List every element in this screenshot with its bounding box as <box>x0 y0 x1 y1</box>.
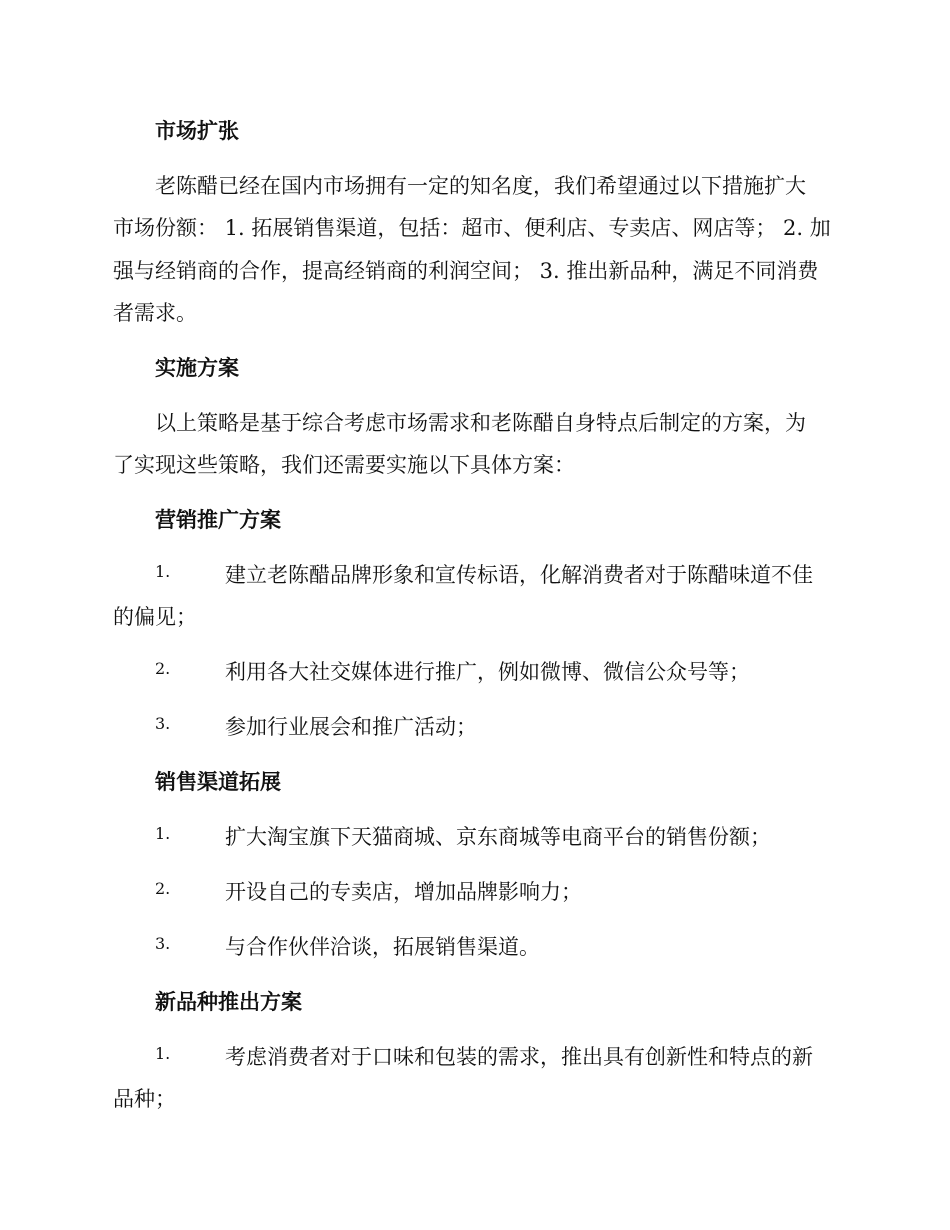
paragraph-line: 老陈醋已经在国内市场拥有一定的知名度，我们希望通过以下措施扩大 <box>155 174 806 198</box>
heading-new-product: 新品种推出方案 <box>155 990 302 1014</box>
list-item-text: 品种； <box>113 1087 176 1111</box>
heading-implementation: 实施方案 <box>155 356 239 380</box>
list-item-text: 与合作伙伴洽谈，拓展销售渠道。 <box>225 935 540 959</box>
list-item-number: 1. <box>155 562 171 581</box>
list-item-number: 3. <box>155 714 171 733</box>
paragraph-line: 者需求。 <box>113 301 197 325</box>
paragraph-line: 了实现这些策略，我们还需要实施以下具体方案： <box>113 453 575 477</box>
list-item-text: 参加行业展会和推广活动； <box>225 715 477 739</box>
paragraph-line: 以上策略是基于综合考虑市场需求和老陈醋自身特点后制定的方案，为 <box>155 411 806 435</box>
list-item-text: 的偏见； <box>113 605 197 629</box>
heading-sales-channel: 销售渠道拓展 <box>155 770 281 794</box>
list-item-text: 开设自己的专卖店，增加品牌影响力； <box>225 880 582 904</box>
list-item-text: 扩大淘宝旗下天猫商城、京东商城等电商平台的销售份额； <box>225 825 771 849</box>
list-item-number: 2. <box>155 659 171 678</box>
heading-market-expansion: 市场扩张 <box>155 119 239 143</box>
paragraph-line: 强与经销商的合作，提高经销商的利润空间； 3. 推出新品种，满足不同消费 <box>113 259 819 283</box>
list-item-number: 3. <box>155 934 171 953</box>
list-item-number: 1. <box>155 1044 171 1063</box>
list-item-text: 利用各大社交媒体进行推广，例如微博、微信公众号等； <box>225 660 750 684</box>
list-item-number: 2. <box>155 879 171 898</box>
list-item-text: 考虑消费者对于口味和包装的需求，推出具有创新性和特点的新 <box>225 1045 813 1069</box>
heading-marketing-plan: 营销推广方案 <box>155 508 281 532</box>
list-item-text: 建立老陈醋品牌形象和宣传标语，化解消费者对于陈醋味道不佳 <box>225 563 813 587</box>
paragraph-line: 市场份额： 1. 拓展销售渠道，包括：超市、便利店、专卖店、网店等； 2. 加 <box>113 216 831 240</box>
list-item-number: 1. <box>155 824 171 843</box>
